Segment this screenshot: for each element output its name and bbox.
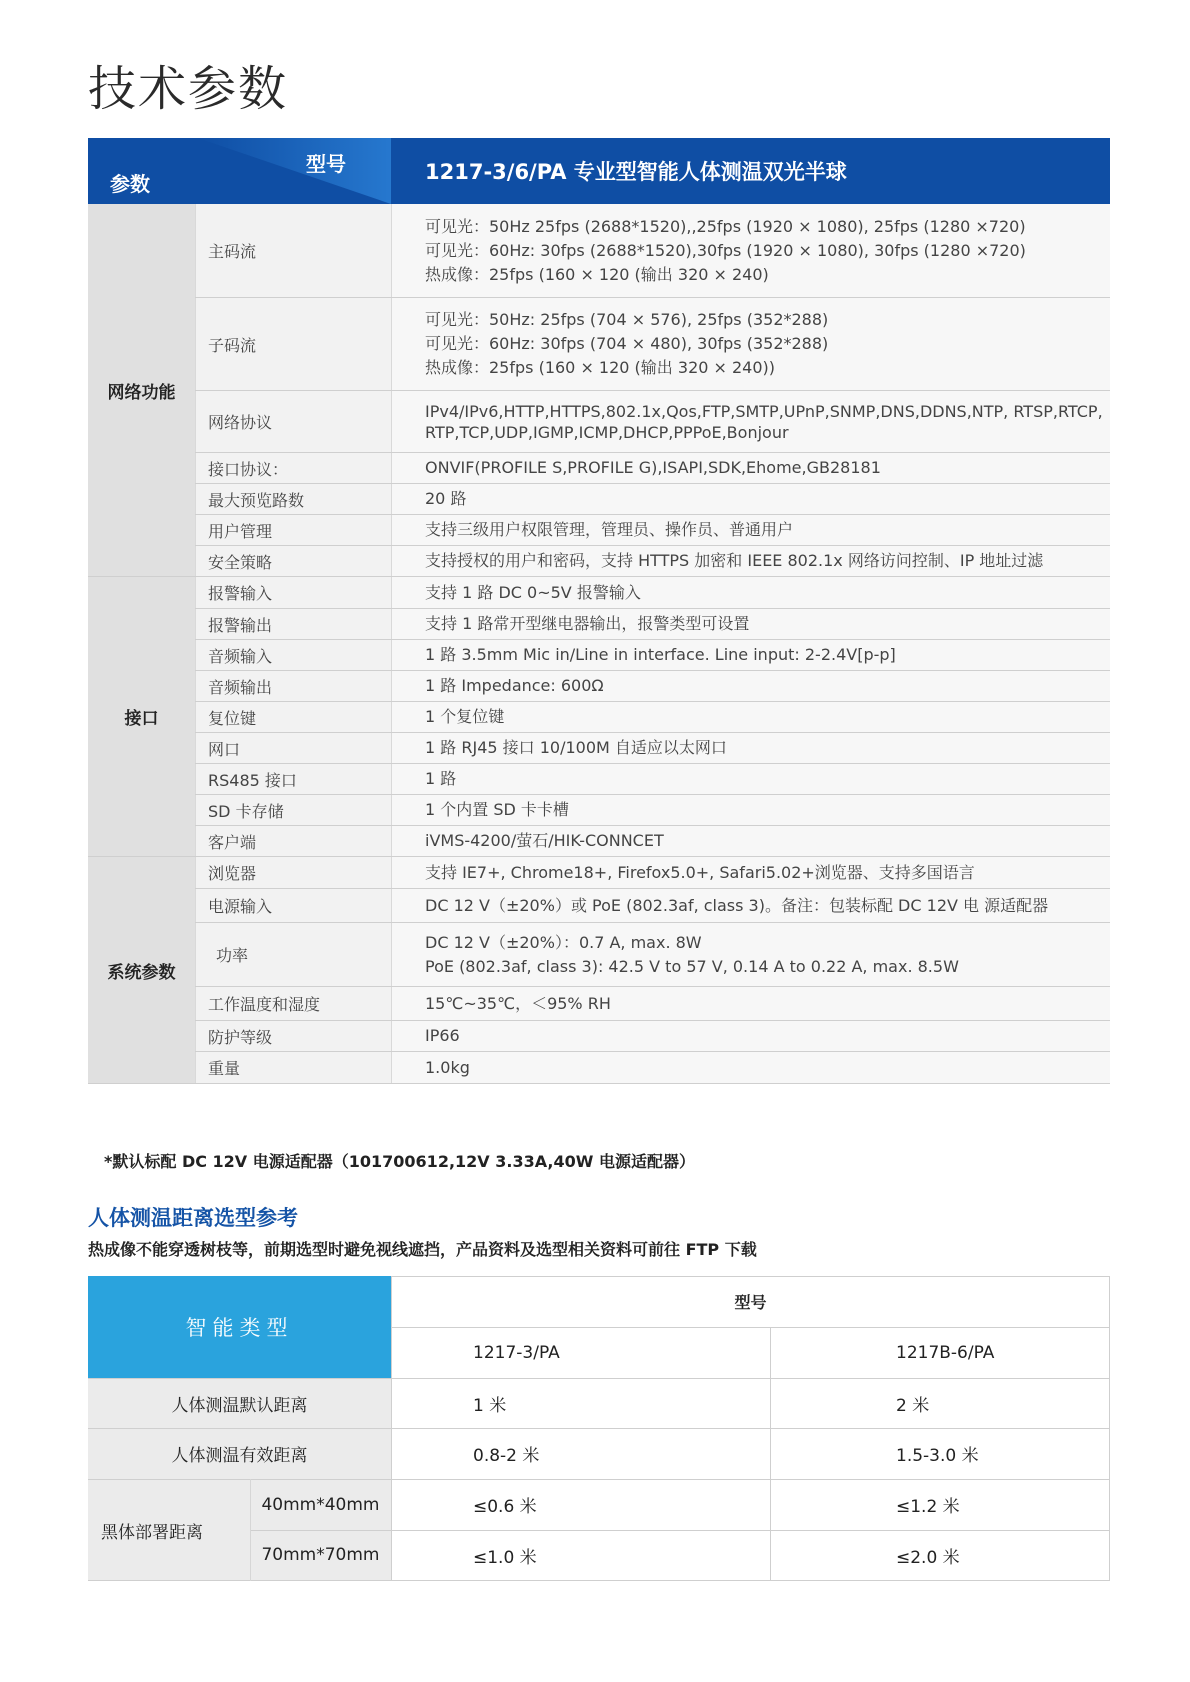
- row-value: [391, 484, 1110, 514]
- row-value: [391, 546, 1110, 576]
- row-value: [391, 298, 1110, 390]
- value-line: 可见光：60Hz: 30fps (2688*1520),30fps (1920 × 1080), 30fps (1280 ×720): [425, 240, 1026, 260]
- row-name: 用户管理: [195, 515, 391, 545]
- spec-row: [195, 857, 1110, 888]
- value-line: 支持三级用户权限管理，管理员、操作员、普通用户: [425, 520, 794, 539]
- value-line: 1.0kg: [425, 1057, 470, 1077]
- row-name: 客户端: [195, 826, 391, 856]
- row-value: [391, 515, 1110, 545]
- value-line: 15℃~35℃，＜95% RH: [425, 993, 611, 1013]
- row-value: [391, 987, 1110, 1020]
- spec-row: [195, 545, 1110, 576]
- row-value: [391, 889, 1110, 922]
- value-line: 支持 IE7+, Chrome18+, Firefox5.0+, Safari5.02+浏览器、支持多国语言: [425, 862, 975, 882]
- row-name: 音频输出: [195, 671, 391, 701]
- page-title: 技术参数: [88, 61, 289, 117]
- value-line: IP66: [425, 1026, 460, 1045]
- default-distance-b: 2 米: [896, 1395, 930, 1416]
- value-line: 1 路 Impedance: 600Ω: [425, 676, 604, 695]
- row-value: [391, 1052, 1110, 1083]
- blackbody-70-a: ≤1.0 米: [473, 1547, 537, 1568]
- value-line: 1 路 RJ45 接口 10/100M 自适应以太网口: [425, 738, 727, 757]
- row-name: SD 卡存储: [195, 795, 391, 825]
- value-line: DC 12 V（±20%）：0.7 A, max. 8W: [425, 932, 702, 952]
- value-line: 支持 1 路 DC 0~5V 报警输入: [425, 582, 641, 602]
- value-line: 20 路: [425, 489, 467, 508]
- value-line: ONVIF(PROFILE S,PROFILE G),ISAPI,SDK,Ehome,GB28181: [425, 458, 881, 477]
- row-value: [391, 764, 1110, 794]
- spec-row: [195, 732, 1110, 763]
- effective-distance-label: 人体测温有效距离: [171, 1446, 308, 1466]
- row-name: 工作温度和湿度: [195, 987, 391, 1020]
- model-header: 型号: [734, 1293, 767, 1312]
- spec-table-header: [88, 138, 1110, 204]
- row-value: [391, 795, 1110, 825]
- header-param-label: 参数: [110, 172, 150, 196]
- value-line: 热成像：25fps (160 × 120 (输出 320 × 240): [425, 264, 769, 284]
- row-name: 最大预览路数: [195, 484, 391, 514]
- spec-group-system: [88, 856, 1110, 1083]
- row-value: [391, 640, 1110, 670]
- spec-row: [195, 577, 1110, 608]
- spec-row: [195, 452, 1110, 483]
- blackbody-size-70: 70mm*70mm: [261, 1545, 380, 1565]
- distance-section-subtitle: 热成像不能穿透树枝等，前期选型时避免视线遮挡，产品资料及选型相关资料可前往 FTP 下载: [88, 1240, 757, 1259]
- spec-row: [195, 608, 1110, 639]
- spec-row: [195, 701, 1110, 732]
- row-name: 安全策略: [195, 546, 391, 576]
- value-line: 可见光：50Hz 25fps (2688*1520),,25fps (1920 × 1080), 25fps (1280 ×720): [425, 216, 1026, 236]
- default-distance-label: 人体测温默认距离: [171, 1395, 308, 1416]
- header-param-model-cell: [88, 138, 391, 204]
- row-name: 音频输入: [195, 640, 391, 670]
- smart-type-header: 智能类型: [88, 1276, 391, 1378]
- spec-row: [195, 639, 1110, 670]
- row-name: 网络协议: [195, 391, 391, 452]
- row-value: [391, 577, 1110, 608]
- value-line: 支持授权的用户和密码，支持 HTTPS 加密和 IEEE 802.1x 网络访问控制、IP 地址过滤: [425, 551, 1044, 570]
- value-line: DC 12 V（±20%）或 PoE (802.3af, class 3)。备注：包装标配 DC 12V 电 源适配器: [425, 895, 1049, 915]
- spec-row: [195, 763, 1110, 794]
- row-value: [391, 1021, 1110, 1051]
- value-line: 1 个复位键: [425, 707, 505, 726]
- model-b-header: 1217B-6/PA: [896, 1342, 995, 1363]
- spec-table-body: [88, 204, 1110, 1084]
- value-line: 可见光：60Hz: 30fps (704 × 480), 30fps (352*288): [425, 334, 829, 353]
- row-name: 主码流: [195, 204, 391, 297]
- row-name: 报警输出: [195, 609, 391, 639]
- footnote: *默认标配 DC 12V 电源适配器（101700612,12V 3.33A,40W 电源适配器）: [104, 1152, 695, 1171]
- row-name: 电源输入: [195, 889, 391, 922]
- blackbody-size-40: 40mm*40mm: [261, 1494, 380, 1515]
- row-value: [391, 923, 1110, 986]
- distance-section-title: 人体测温距离选型参考: [88, 1206, 298, 1230]
- spec-group-network: [88, 204, 1110, 576]
- default-distance-a: 1 米: [473, 1395, 507, 1416]
- row-name: RS485 接口: [195, 764, 391, 794]
- spec-row: [195, 670, 1110, 701]
- spec-group-interface: [88, 576, 1110, 856]
- model-a-header: 1217-3/PA: [473, 1342, 560, 1363]
- effective-distance-a: 0.8-2 米: [473, 1446, 540, 1466]
- spec-row: [195, 794, 1110, 825]
- value-line: RTP,TCP,UDP,IGMP,ICMP,DHCP,PPPoE,Bonjour: [425, 422, 789, 442]
- row-value: [391, 204, 1110, 297]
- blackbody-40-b: ≤1.2 米: [896, 1497, 960, 1517]
- row-name: 子码流: [195, 298, 391, 390]
- spec-table: [88, 138, 1110, 1084]
- row-value: [391, 826, 1110, 856]
- row-value: [391, 857, 1110, 888]
- row-value: [391, 671, 1110, 701]
- value-line: IPv4/IPv6,HTTP,HTTPS,802.1x,Qos,FTP,SMTP,UPnP,SNMP,DNS,DDNS,NTP, RTSP,RTCP,: [425, 401, 1103, 421]
- spec-row: [195, 986, 1110, 1020]
- group-label: 系统参数: [88, 857, 195, 1083]
- spec-row: [195, 514, 1110, 545]
- value-line: 支持 1 路常开型继电器输出，报警类型可设置: [425, 614, 750, 633]
- spec-row: [195, 204, 1110, 297]
- header-model-label: 型号: [306, 152, 346, 176]
- group-label: 接口: [88, 577, 195, 856]
- effective-distance-b: 1.5-3.0 米: [896, 1446, 979, 1466]
- value-line: 1 路: [425, 769, 457, 788]
- row-name: 浏览器: [195, 857, 391, 888]
- row-name: 复位键: [195, 702, 391, 732]
- row-name: 网口: [195, 733, 391, 763]
- value-line: iVMS-4200/萤石/HIK-CONNCET: [425, 831, 664, 850]
- row-name: 报警输入: [195, 577, 391, 608]
- value-line: 1 路 3.5mm Mic in/Line in interface. Line input: 2-2.4V[p-p]: [425, 645, 896, 664]
- blackbody-distance-label: 黑体部署距离: [101, 1522, 203, 1543]
- row-name: 功率: [195, 923, 391, 986]
- row-name: 接口协议：: [195, 453, 391, 483]
- row-value: [391, 733, 1110, 763]
- spec-row: [195, 1020, 1110, 1051]
- grid-line: [770, 1327, 771, 1581]
- header-product-title: 1217-3/6/PA 专业型智能人体测温双光半球: [391, 138, 1110, 204]
- row-value: [391, 391, 1110, 452]
- blackbody-40-a: ≤0.6 米: [473, 1497, 537, 1517]
- value-line: 热成像：25fps (160 × 120 (输出 320 × 240)): [425, 358, 776, 377]
- distance-table: [88, 1276, 1110, 1581]
- group-label: 网络功能: [88, 204, 195, 576]
- row-name: 防护等级: [195, 1021, 391, 1051]
- blackbody-70-b: ≤2.0 米: [896, 1547, 960, 1568]
- spec-row: [195, 888, 1110, 922]
- spec-row: [195, 483, 1110, 514]
- spec-row: [195, 825, 1110, 856]
- row-value: [391, 609, 1110, 639]
- spec-row: [195, 390, 1110, 452]
- row-value: [391, 702, 1110, 732]
- row-value: [391, 453, 1110, 483]
- spec-row: [195, 922, 1110, 986]
- spec-row: [195, 297, 1110, 390]
- value-line: 可见光：50Hz: 25fps (704 × 576), 25fps (352*288): [425, 310, 829, 329]
- row-name: 重量: [195, 1052, 391, 1083]
- value-line: 1 个内置 SD 卡卡槽: [425, 800, 569, 819]
- value-line: PoE (802.3af, class 3): 42.5 V to 57 V, 0.14 A to 0.22 A, max. 8.5W: [425, 956, 959, 976]
- spec-row: [195, 1051, 1110, 1083]
